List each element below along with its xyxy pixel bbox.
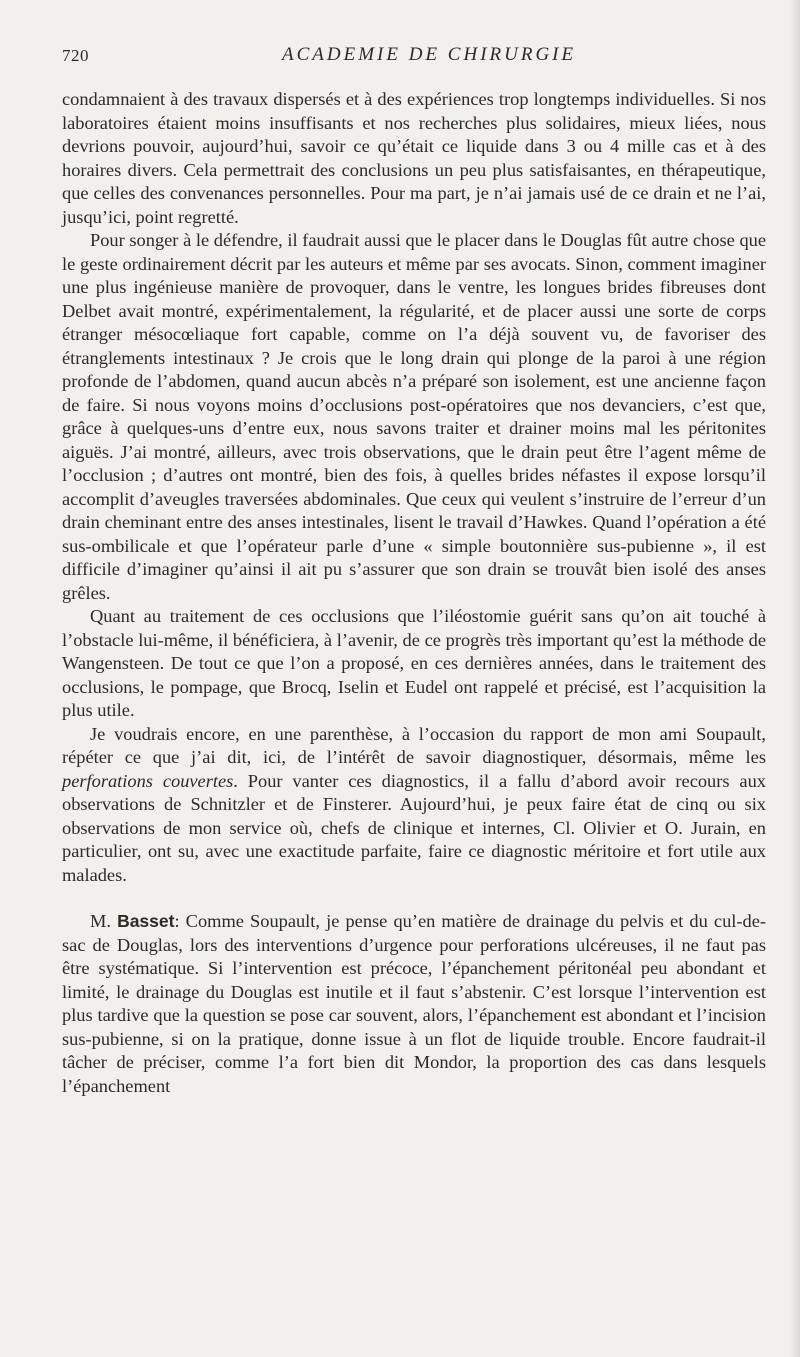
paragraph-4-emphasis: perforations couvertes bbox=[62, 770, 234, 791]
page-number: 720 bbox=[62, 46, 89, 65]
page-edge-shadow bbox=[790, 0, 800, 1357]
paragraph-3: Quant au traitement de ces occlusions que l’iléostomie guérit sans qu’on ait touché à l’obstacle lui-même, il bénéficiera, à l’avenir, de ce progrès très important qu’est la méthode de Wangensteen. De tout ce que l’on a proposé, en ces dernières années, dans le traitement des occlusions, le pompage, que Brocq, Iselin et Eudel ont rappelé et précisé, est l’acquisition la plus utile. bbox=[62, 606, 766, 720]
paragraph-1: condamnaient à des travaux dispersés et à des expériences trop longtemps individuelles. Si nos laboratoires étaient moins insuffisants et nos recherches plus solidaires, mieux liées, nous devrions pouvoir, aujourd’hui, savoir ce qu’était ce liquide dans 3 ou 4 mille cas et à des horaires divers. Cela permettrait des conclusions un peu plus satisfaisantes, en thérapeutique, que celles des convenances personnelles. Pour ma part, je n’ai jamais usé de ce drain et ne l’ai, jusqu’ici, point regretté. bbox=[62, 89, 766, 227]
speaker-text: : Comme Soupault, je pense qu’en matière de drainage du pelvis et du cul-de-sac de Douglas, lors des interventions d’urgence pour perforations ulcéreuses, il ne faut pas être systématique. Si l’intervention est précoce, l’épanchement péritonéal peu abondant et limité, le drainage du Douglas est inutile et il faut s’abstenir. C’est lorsque l’intervention est plus tardive que la question se pose car souvent, alors, l’épanchement est abondant et l’incision sus-pubienne, si on la pratique, donne issue à un flot de liquide trouble. Encore faudrait-il tâcher de préciser, comme l’a fort bien dit Mondor, la proportion des cas dans lesquels l’épanchement bbox=[62, 911, 766, 1096]
speaker-block bbox=[62, 910, 766, 1098]
journal-title: ACADEMIE DE CHIRURGIE bbox=[282, 44, 577, 65]
speaker-prefix: M. bbox=[90, 911, 118, 931]
speaker-paragraph bbox=[62, 910, 766, 1098]
running-head bbox=[62, 44, 766, 74]
body-text bbox=[62, 88, 766, 1098]
speaker-name: Basset bbox=[117, 911, 175, 931]
paragraph-2: Pour songer à le défendre, il faudrait aussi que le placer dans le Douglas fût autre chose que le geste ordinairement décrit par les auteurs et même par ses avocats. Sinon, comment imaginer une plus ingénieuse manière de provoquer, dans le ventre, les longues brides fibreuses dont Delbet avait montré, expérimentalement, la régularité, et de placer aussi une sorte de corps étranger mésocœliaque fort capable, comme on l’a déjà souvent vu, de favoriser des étranglements intestinaux ? Je crois que le long drain qui plonge de la paroi à une région profonde de l’abdomen, quand aucun abcès n’a préparé son isolement, est une ancienne façon de faire. Si nous voyons moins d’occlusions post-opératoires que nos devanciers, c’est que, grâce à quelques-uns d’entre eux, nous savons traiter et drainer moins mal les péritonites aiguës. J’ai montré, ailleurs, avec trois observations, que le drain peut être l’agent même de l’occlusion ; d’autres ont montré, bien des fois, à quelles brides néfastes il expose lorsqu’il accomplit d’aveugles traversées abdominales. Que ceux qui veulent s’instruire de l’erreur d’un drain cheminant entre des anses intestinales, lisent le travail d’Hawkes. Quand l’opération a été sus-ombilicale et que l’opérateur parle d’une « simple boutonnière sus-pubienne », il est difficile d’imaginer qu’ainsi il ait pu s’assurer que son drain se trouvât bien isolé des anses grêles. bbox=[62, 230, 766, 603]
paragraph-4 bbox=[62, 723, 766, 888]
paragraph-4-text-before: Je voudrais encore, en une parenthèse, à l’occasion du rapport de mon ami Soupault, répéter ce que j’ai dit, ici, de l’intérêt de savoir diagnostiquer, désormais, même les bbox=[62, 723, 766, 767]
paragraph-4-text-after: . Pour vanter ces diagnostics, il a fallu d’abord avoir recours aux observations de Schnitzler et de Finsterer. Aujourd’hui, je peux faire état de cinq ou six observations de mon service où, chefs de clinique et internes, Cl. Olivier et O. Jurain, en particulier, ont su, avec une exactitude parfaite, faire ce diagnostic méritoire et fort utile aux malades. bbox=[62, 770, 766, 885]
